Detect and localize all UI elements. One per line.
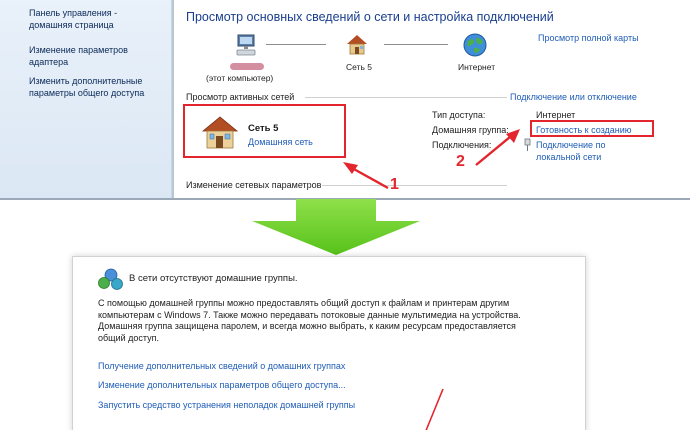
homegroup-heading: В сети отсутствуют домашние группы. <box>129 273 298 284</box>
internet-label: Интернет <box>458 62 496 72</box>
network-center-window <box>0 0 690 200</box>
homegroup-more-info-link[interactable]: Получение дополнительных сведений о домашних группах <box>98 361 346 371</box>
homegroup-description-line4: общий доступ. <box>98 332 159 343</box>
red-pointer-line <box>403 385 453 430</box>
sidebar-item-advanced-sharing[interactable]: Изменить дополнительные <box>29 76 143 86</box>
homegroup-troubleshoot-link[interactable]: Запустить средство устранения неполадок домашней группы <box>98 400 356 410</box>
annotation-number-1: 1 <box>390 176 399 193</box>
access-type-label: Тип доступа: <box>432 110 486 120</box>
lan-connection-link-line2[interactable]: локальной сети <box>536 152 602 162</box>
network-name: Сеть 5 <box>248 123 279 134</box>
annotation-number-2: 2 <box>456 153 465 170</box>
computer-label: (этот компьютер) <box>206 73 274 83</box>
active-networks-heading: Просмотр активных сетей <box>186 92 295 102</box>
homegroup-description-line3: Домашняя группа защищена паролем, и всегда можно выбрать, к каким ресурсам предоставляется <box>98 321 516 331</box>
change-settings-heading: Изменение сетевых параметров <box>186 180 322 190</box>
network-type-link[interactable]: Домашняя сеть <box>248 137 313 147</box>
homegroup-label: Домашняя группа: <box>432 125 509 135</box>
advanced-sharing-settings-link[interactable]: Изменение дополнительных параметров общего доступа... <box>98 380 346 390</box>
sidebar-item-control-panel-home[interactable]: Панель управления - <box>29 8 118 18</box>
full-map-link[interactable]: Просмотр полной карты <box>538 33 639 43</box>
homegroup-icon <box>97 266 125 292</box>
lan-connection-link-line1[interactable]: Подключение по <box>536 140 606 150</box>
connect-disconnect-link[interactable]: Подключение или отключение <box>510 92 637 102</box>
sidebar-item-adapter-settings-cont[interactable]: адаптера <box>29 57 69 67</box>
sidebar-item-adapter-settings[interactable]: Изменение параметров <box>29 45 128 55</box>
green-down-arrow <box>252 199 420 255</box>
homegroup-window <box>72 256 586 430</box>
homegroup-ready-link[interactable]: Готовность к созданию <box>536 125 632 135</box>
sidebar-item-advanced-sharing-cont[interactable]: параметры общего доступа <box>29 88 145 98</box>
homegroup-description <box>98 298 578 344</box>
network-label: Сеть 5 <box>346 62 372 72</box>
connections-label: Подключения: <box>432 140 492 150</box>
annotation-arrows <box>0 0 690 200</box>
sidebar-item-control-panel-home-cont[interactable]: домашняя страница <box>29 20 114 30</box>
access-type-value: Интернет <box>536 110 576 120</box>
homegroup-description-line1: С помощью домашней группы можно предоставлять общий доступ к файлам и принтерам другим <box>98 298 510 308</box>
homegroup-description-line2: компьютерам с Windows 7. Также можно передавать потоковые данные мультимедиа на устройства. <box>98 309 521 320</box>
page-title: Просмотр основных сведений о сети и настройка подключений <box>186 10 554 24</box>
